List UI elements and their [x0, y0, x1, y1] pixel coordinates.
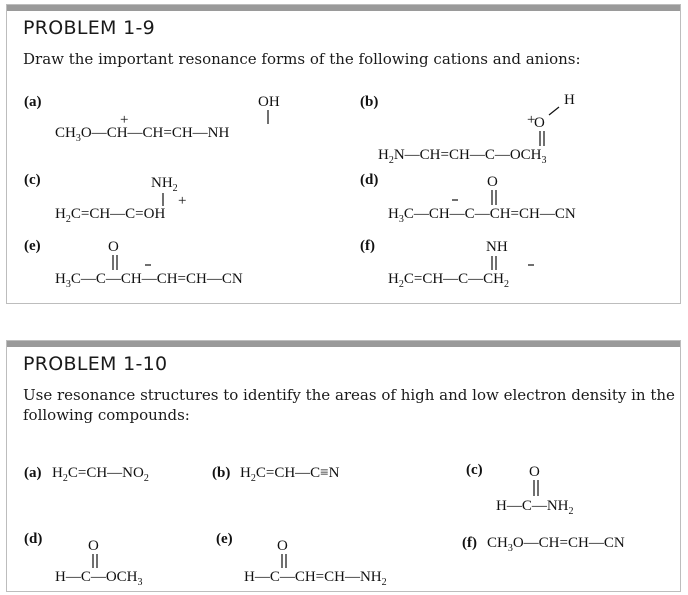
compound-c [466, 462, 574, 517]
item-label: (b) [212, 465, 231, 481]
positive-charge: + [178, 193, 187, 209]
structure-c-cation [24, 172, 186, 225]
item-label: (c) [466, 462, 483, 478]
compound-a [24, 465, 149, 484]
structure-e-anion [24, 238, 243, 290]
item-label: (f) [462, 535, 477, 551]
single-bond [549, 107, 559, 115]
structure-formula: $H_2C=CH—NO_2$ [52, 465, 149, 484]
substituent: O [88, 538, 99, 554]
structure-formula: $H—C—NH_2$ [496, 498, 574, 517]
positive-charge: + [120, 112, 129, 128]
substituent: O [277, 538, 288, 554]
substituent: NH [486, 239, 508, 255]
structure-formula: $CH_3O—CH—CH=CH—NH$ [55, 125, 230, 144]
structure-formula: $H_3C—C—CH—CH=CH—CN$ [55, 271, 243, 290]
substituent: H [564, 92, 575, 108]
item-label: (d) [24, 531, 43, 547]
compound-e [216, 531, 387, 588]
item-label: (c) [24, 172, 41, 188]
substituent: O [487, 174, 498, 190]
problem-description-line-1: Use resonance structures to identify the areas of high and low electron density in the [23, 386, 675, 404]
substituent: O [529, 464, 540, 480]
problem-title: PROBLEM 1-10 [23, 353, 168, 375]
item-label: (a) [24, 94, 42, 110]
item-label: (f) [360, 238, 375, 254]
structure-formula: $H_2N—CH=CH—C—OCH_3$ [378, 147, 547, 166]
structure-formula: $H_2C=CH—C—CH_2$ [388, 271, 510, 290]
structure-formula: $CH_3O—CH=CH—CN$ [487, 535, 625, 554]
problem-description-line-2: following compounds: [23, 406, 190, 424]
item-label: (e) [216, 531, 233, 547]
structure-formula: $H_3C—CH—C—CH=CH—CN$ [388, 206, 576, 225]
substituent: OH [258, 94, 280, 110]
substituent: O [108, 239, 119, 255]
structure-b-cation [360, 92, 575, 166]
item-label: (e) [24, 238, 41, 254]
structure-formula: $H—C—CH=CH—NH_2$ [244, 569, 387, 588]
compound-b [212, 465, 340, 484]
compound-f [462, 535, 625, 554]
structure-d-anion [360, 172, 576, 225]
positive-charge: + [527, 112, 536, 128]
structure-formula: $H—C—OCH_3$ [55, 569, 143, 588]
problem-description: Draw the important resonance forms of the following cations and anions: [23, 50, 581, 68]
problem-title: PROBLEM 1-9 [23, 17, 156, 39]
compound-d [24, 531, 143, 588]
item-label: (b) [360, 94, 379, 110]
substituent: O [534, 115, 545, 131]
structure-a-cation [24, 94, 280, 144]
structure-formula: $H_2C=CH—C\equiv N$ [240, 465, 340, 484]
item-label: (a) [24, 465, 42, 481]
item-label: (d) [360, 172, 379, 188]
structure-f-anion [360, 238, 534, 290]
structure-formula: $H_2C=CH—C=OH$ [55, 206, 166, 225]
substituent: $NH_2$ [151, 175, 178, 194]
